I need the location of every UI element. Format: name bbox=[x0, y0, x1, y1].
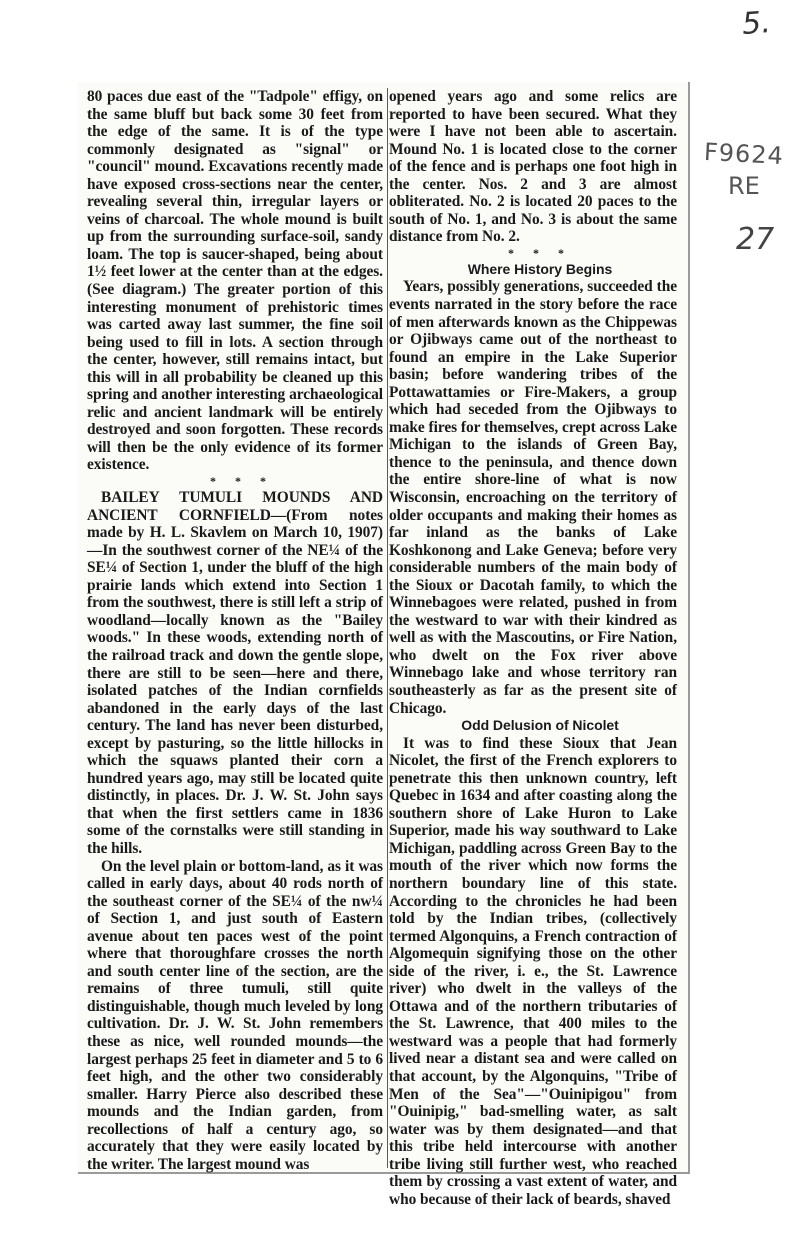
where-history-begins-heading: Where History Begins bbox=[467, 260, 613, 277]
section-divider-stars: * * * bbox=[210, 474, 274, 489]
clipping-edge-right bbox=[688, 82, 690, 1174]
section-divider-stars: * * * bbox=[508, 245, 572, 260]
handwritten-file-code: F9624 bbox=[703, 137, 785, 171]
handwritten-re-mark: RE bbox=[728, 172, 760, 200]
handwritten-sheet-number: 27 bbox=[736, 222, 775, 257]
handwritten-page-number: 5. bbox=[740, 5, 772, 42]
odd-delusion-heading: Odd Delusion of Nicolet bbox=[461, 717, 619, 734]
mound-description-paragraph: 80 paces due east of the "Tadpole" effigy, on the same bluff but back some 30 feet from the edge of the same. It is of the type commonly designated as "signal" or "council" mound. Excavations recently made have exposed cross-sections near the center, revealing several thin, irregular layers or veins of charcoal. The whole mound is built up from the surrounding surface-soil, sandy loam. The top is saucer-shaped, being about 1½ feet lower at the center than at the edges. (See diagram.) The greater portion of this interesting monument of prehistoric times was carted away last summer, the fine soil being used to fill in lots. A section through the center, however, still remains intact, but this will in all probability be cleaned up this spring and another interesting archaeological relic and ancient landmark will be entirely destroyed and soon forgotten. These records will then be the only evidence of its former existence. bbox=[87, 88, 383, 474]
history-paragraph: Years, possibly generations, succeeded the events narrated in the story before the race of men afterwards known as the Chippewas or Ojibways came out of the northeast to found an empire in the Lake Superior basin; before wandering tribes of the Pottawattamies or Fire-Makers, a group which had seceded from the Ojibways to make fires for themselves, crept across Lake Michigan to the islands of Green Bay, thence to the peninsula, and thence down the entire shore-line of what is now Wisconsin, encroaching on the territory of older occupants and making their homes as far inland as the banks of Lake Koshkonong and Lake Geneva; before very considerable numbers of the main body of the Sioux or Dacotah family, to which the Winnebagoes were related, pushed in from the westward to war with their kindred as well as with the Mascoutins, or Fire Nation, who dwelt on the Fox river above Winnebago lake and whose territory ran southeasterly as far as the present site of Chicago. bbox=[389, 278, 677, 717]
bailey-tumuli-paragraph: BAILEY TUMULI MOUNDS AND ANCIENT CORNFIELD—(From notes made by H. L. Skavlem on March 10, 1907)—In the southwest corner of the NE¼ of the SE¼ of Section 1, under the bluff of the high prairie lands which extend into Section 1 from the southwest, there is still left a strip of woodland—locally known as the "Bailey woods." In these woods, extending north of the railroad track and down the gentle slope, there are still to be seen—here and there, isolated patches of the Indian cornfields abandoned in the early days of the last century. The land has never been disturbed, except by pasturing, so the little hillocks in which the squaws planted their corn a hundred years ago, may still be located quite distinctly, in places. Dr. J. W. St. John says that when the first settlers came in 1836 some of the cornstalks were still standing in the hills. bbox=[87, 489, 383, 857]
level-plain-paragraph: On the level plain or bottom-land, as it was called in early days, about 40 rods north of the southeast corner of the SE¼ of the nw¼ of Section 1, and just south of Eastern avenue about ten paces west of the point where that thoroughfare crosses the north and south center line of the section, are the remains of three tumuli, still quite distinguishable, though much leveled by long cultivation. Dr. J. W. St. John remembers these as nice, well rounded mounds—the largest perhaps 25 feet in diameter and 5 to 6 feet high, and the other two considerably smaller. Harry Pierce also described these mounds and the Indian garden, from recollections of half a century ago, so accurately that they were easily located by the writer. The largest mound was bbox=[87, 857, 383, 1173]
left-column bbox=[87, 88, 388, 1173]
right-column bbox=[389, 88, 677, 1208]
mound-continuation-paragraph: opened years ago and some relics are reported to have been secured. What they were I have not been able to ascertain. Mound No. 1 is located close to the corner of the fence and is perhaps one foot high in the center. Nos. 2 and 3 are almost obliterated. No. 2 is located 20 paces to the south of No. 1, and No. 3 is about the same distance from No. 2. bbox=[389, 88, 677, 246]
nicolet-paragraph: It was to find these Sioux that Jean Nicolet, the first of the French explorers to penetrate this then unknown country, left Quebec in 1634 and after coasting along the southern shore of Lake Huron to Lake Superior, made his way southward to Lake Michigan, paddling across Green Bay to the mouth of the river which now forms the northern boundary line of this state. According to the chronicles he had been told by the Indian tribes, (collectively termed Algonquins, a French contraction of Algomequin signifying those on the other side of the river, i. e., the St. Lawrence river) who dwelt in the valleys of the Ottawa and of the northern tributaries of the St. Lawrence, that 400 miles to the westward was a people that had formerly lived near a distant sea and were called on that account, by the Algonquins, "Tribe of Men of the Sea"—"Ouinipigou" from "Ouinipig," bad-smelling water, as salt water was by them designated—and that this tribe held intercourse with another tribe living still further west, who reached them by crossing a vast extent of water, and who because of their lack of beards, shaved bbox=[389, 734, 677, 1208]
